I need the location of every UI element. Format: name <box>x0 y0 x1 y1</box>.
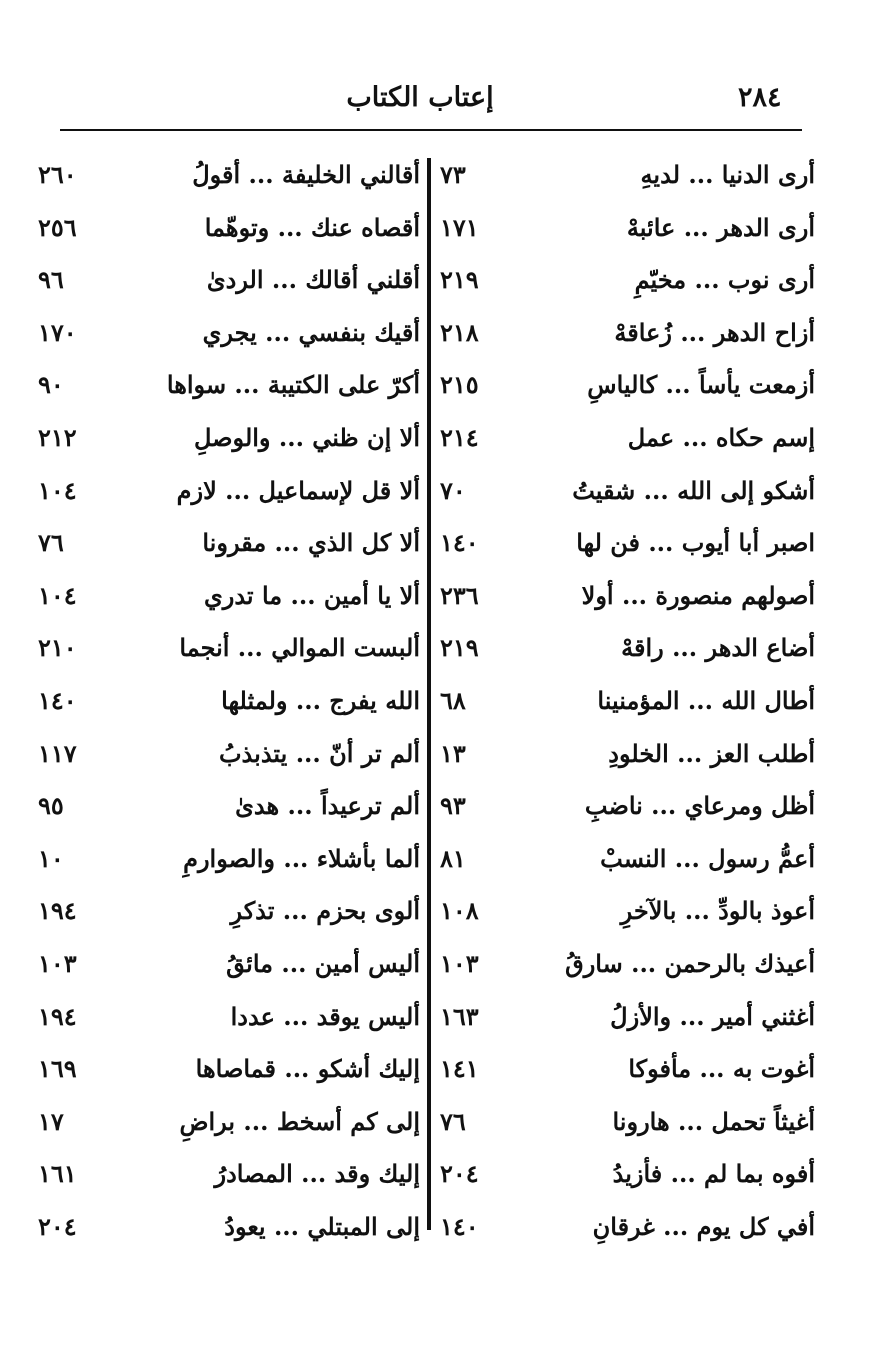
index-row <box>0 836 873 889</box>
index-row <box>0 573 873 626</box>
left-column-page-number: ١٠ <box>38 843 64 873</box>
right-column-page-number: ٢٠٤ <box>440 1159 479 1189</box>
index-row <box>0 468 873 521</box>
left-column-page-number: ١٠٤ <box>38 475 77 505</box>
right-column-page-number: ٢١٥ <box>440 370 479 400</box>
index-row <box>0 1151 873 1204</box>
left-column-page-number: ١٠٣ <box>38 948 77 978</box>
right-column-page-number: ١٤١ <box>440 1054 479 1084</box>
right-column-entry: أزاح الدهر ... زُعاقهْ <box>614 317 815 347</box>
index-row <box>0 731 873 784</box>
left-column-entry: أقلني أقالك ... الردىٰ <box>206 265 420 295</box>
index-row <box>0 1204 873 1257</box>
index-row <box>0 152 873 205</box>
left-column-entry: ألم تر أنّ ... يتذبذبُ <box>218 738 420 768</box>
right-column-entry: اصبر أبا أيوب ... فن لها <box>576 528 815 558</box>
index-row <box>0 310 873 363</box>
right-column-page-number: ٢١٤ <box>440 422 479 452</box>
right-column-page-number: ٧٦ <box>440 1106 466 1136</box>
right-column-page-number: ٢١٨ <box>440 317 479 347</box>
right-column-entry: أغوت به ... مأفوكا <box>628 1054 815 1084</box>
right-column-page-number: ٢١٩ <box>440 265 479 295</box>
right-column-entry: أطلب العز ... الخلودِ <box>608 738 815 768</box>
right-column-entry: أعمُّ رسول ... النسبْ <box>600 843 815 873</box>
left-column-entry: أكرّ على الكتيبة ... سواها <box>166 370 420 400</box>
index-row <box>0 888 873 941</box>
left-column-entry: إليك وقد ... المصادرُ <box>214 1159 420 1189</box>
left-column-page-number: ٢٠٤ <box>38 1211 77 1241</box>
page-number: ٢٨٤ <box>738 82 782 113</box>
left-column-page-number: ١٩٤ <box>38 896 77 926</box>
left-column-page-number: ١١٧ <box>38 738 77 768</box>
right-column-entry: أصولهم منصورة ... أولا <box>581 580 815 610</box>
index-row <box>0 205 873 258</box>
left-column-page-number: ٧٦ <box>38 528 64 558</box>
left-column-entry: إليك أشكو ... قماصاها <box>195 1054 420 1084</box>
index-row <box>0 941 873 994</box>
right-column-entry: أغيثاً تحمل ... هارونا <box>612 1106 815 1136</box>
left-column-page-number: ١٧٠ <box>38 317 77 347</box>
right-column-page-number: ١٦٣ <box>440 1001 479 1031</box>
left-column-page-number: ٩٠ <box>38 370 64 400</box>
right-column-entry: أرى نوب ... مخيّمِ <box>634 265 815 295</box>
index-row <box>0 415 873 468</box>
left-column-page-number: ١٠٤ <box>38 580 77 610</box>
right-column-entry: أشكو إلى الله ... شقيتُ <box>572 475 815 505</box>
index-row <box>0 994 873 1047</box>
left-column-entry: ألا إن ظني ... والوصلِ <box>193 422 420 452</box>
left-column-entry: ألم ترعيداً ... هدىٰ <box>235 791 420 821</box>
right-column-entry: أضاع الدهر ... راقهْ <box>621 633 815 663</box>
page-title: إعتاب الكتاب <box>346 82 494 113</box>
right-column-page-number: ٢٣٦ <box>440 580 479 610</box>
index-row <box>0 1046 873 1099</box>
left-column-entry: أليس أمين ... مائقُ <box>226 948 420 978</box>
left-column-entry: ألا قل لإسماعيل ... لازم <box>176 475 420 505</box>
right-column-entry: إسم حكاه ... عمل <box>627 422 815 452</box>
index-row <box>0 1099 873 1152</box>
right-column-page-number: ١٤٠ <box>440 528 479 558</box>
index-row <box>0 520 873 573</box>
right-column-entry: أعوذ بالودِّ ... بالآخرِ <box>620 896 815 926</box>
header-rule <box>60 129 802 131</box>
left-column-entry: أليس يوقد ... عددا <box>230 1001 420 1031</box>
left-column-page-number: ٢١٢ <box>38 422 77 452</box>
right-column-page-number: ٧٣ <box>440 160 466 189</box>
right-column-entry: أفي كل يوم ... غرقانِ <box>592 1211 815 1241</box>
left-column-page-number: ١٦١ <box>38 1159 77 1189</box>
right-column-page-number: ١٣ <box>440 738 466 768</box>
right-column-entry: أظل ومرعاي ... ناضبِ <box>584 791 815 821</box>
left-column-entry: أقالني الخليفة ... أقولُ <box>192 160 420 189</box>
right-column-entry: أزمعت يأساً ... كالياسِ <box>587 370 815 400</box>
left-column-entry: ألوى بحزم ... تذكرِ <box>230 896 420 926</box>
right-column-page-number: ١٠٨ <box>440 896 479 926</box>
right-column-entry: أطال الله ... المؤمنينا <box>597 685 815 715</box>
left-column-entry: ألبست الموالي ... أنجما <box>179 633 420 663</box>
left-column-entry: إلى كم أسخط ... براضِ <box>179 1106 420 1136</box>
right-column-entry: أفوه بما لم ... فأزيدُ <box>612 1159 815 1189</box>
left-column-page-number: ١٩٤ <box>38 1001 77 1031</box>
right-column-entry: أغثني أمير ... والأزلُ <box>610 1001 815 1031</box>
index-row <box>0 362 873 415</box>
right-column-page-number: ٩٣ <box>440 791 466 821</box>
left-column-entry: ألا يا أمين ... ما تدري <box>203 580 420 610</box>
left-column-entry: إلى المبتلي ... يعودُ <box>224 1211 420 1241</box>
left-column-page-number: ٩٦ <box>38 265 64 295</box>
right-column-page-number: ٧٠ <box>440 475 466 505</box>
right-column-page-number: ١٤٠ <box>440 1211 479 1241</box>
right-column-entry: أرى الدهر ... عائبهْ <box>626 212 815 242</box>
right-column-page-number: ٦٨ <box>440 685 466 715</box>
right-column-entry: أعيذك بالرحمن ... سارقُ <box>565 948 815 978</box>
left-column-entry: الله يفرج ... ولمثلها <box>221 685 420 715</box>
index-row <box>0 678 873 731</box>
index-row <box>0 625 873 678</box>
left-column-entry: أقصاه عنك ... وتوهّما <box>204 212 420 242</box>
right-column-page-number: ٨١ <box>440 843 466 873</box>
right-column-page-number: ٢١٩ <box>440 633 479 663</box>
left-column-page-number: ١٤٠ <box>38 685 77 715</box>
left-column-entry: أقيك بنفسي ... يجري <box>202 317 420 347</box>
left-column-entry: ألما بأشلاء ... والصوارمِ <box>183 843 420 873</box>
left-column-entry: ألا كل الذي ... مقرونا <box>202 528 420 558</box>
left-column-page-number: ٢٦٠ <box>38 160 77 189</box>
index-row <box>0 257 873 310</box>
index-list <box>0 152 873 1256</box>
right-column-entry: أرى الدنيا ... لديهِ <box>640 160 815 189</box>
left-column-page-number: ١٧ <box>38 1106 64 1136</box>
right-column-page-number: ١٠٣ <box>440 948 479 978</box>
left-column-page-number: ٩٥ <box>38 791 64 821</box>
left-column-page-number: ٢٥٦ <box>38 212 77 242</box>
right-column-page-number: ١٧١ <box>440 212 479 242</box>
index-row <box>0 783 873 836</box>
left-column-page-number: ٢١٠ <box>38 633 77 663</box>
left-column-page-number: ١٦٩ <box>38 1054 77 1084</box>
